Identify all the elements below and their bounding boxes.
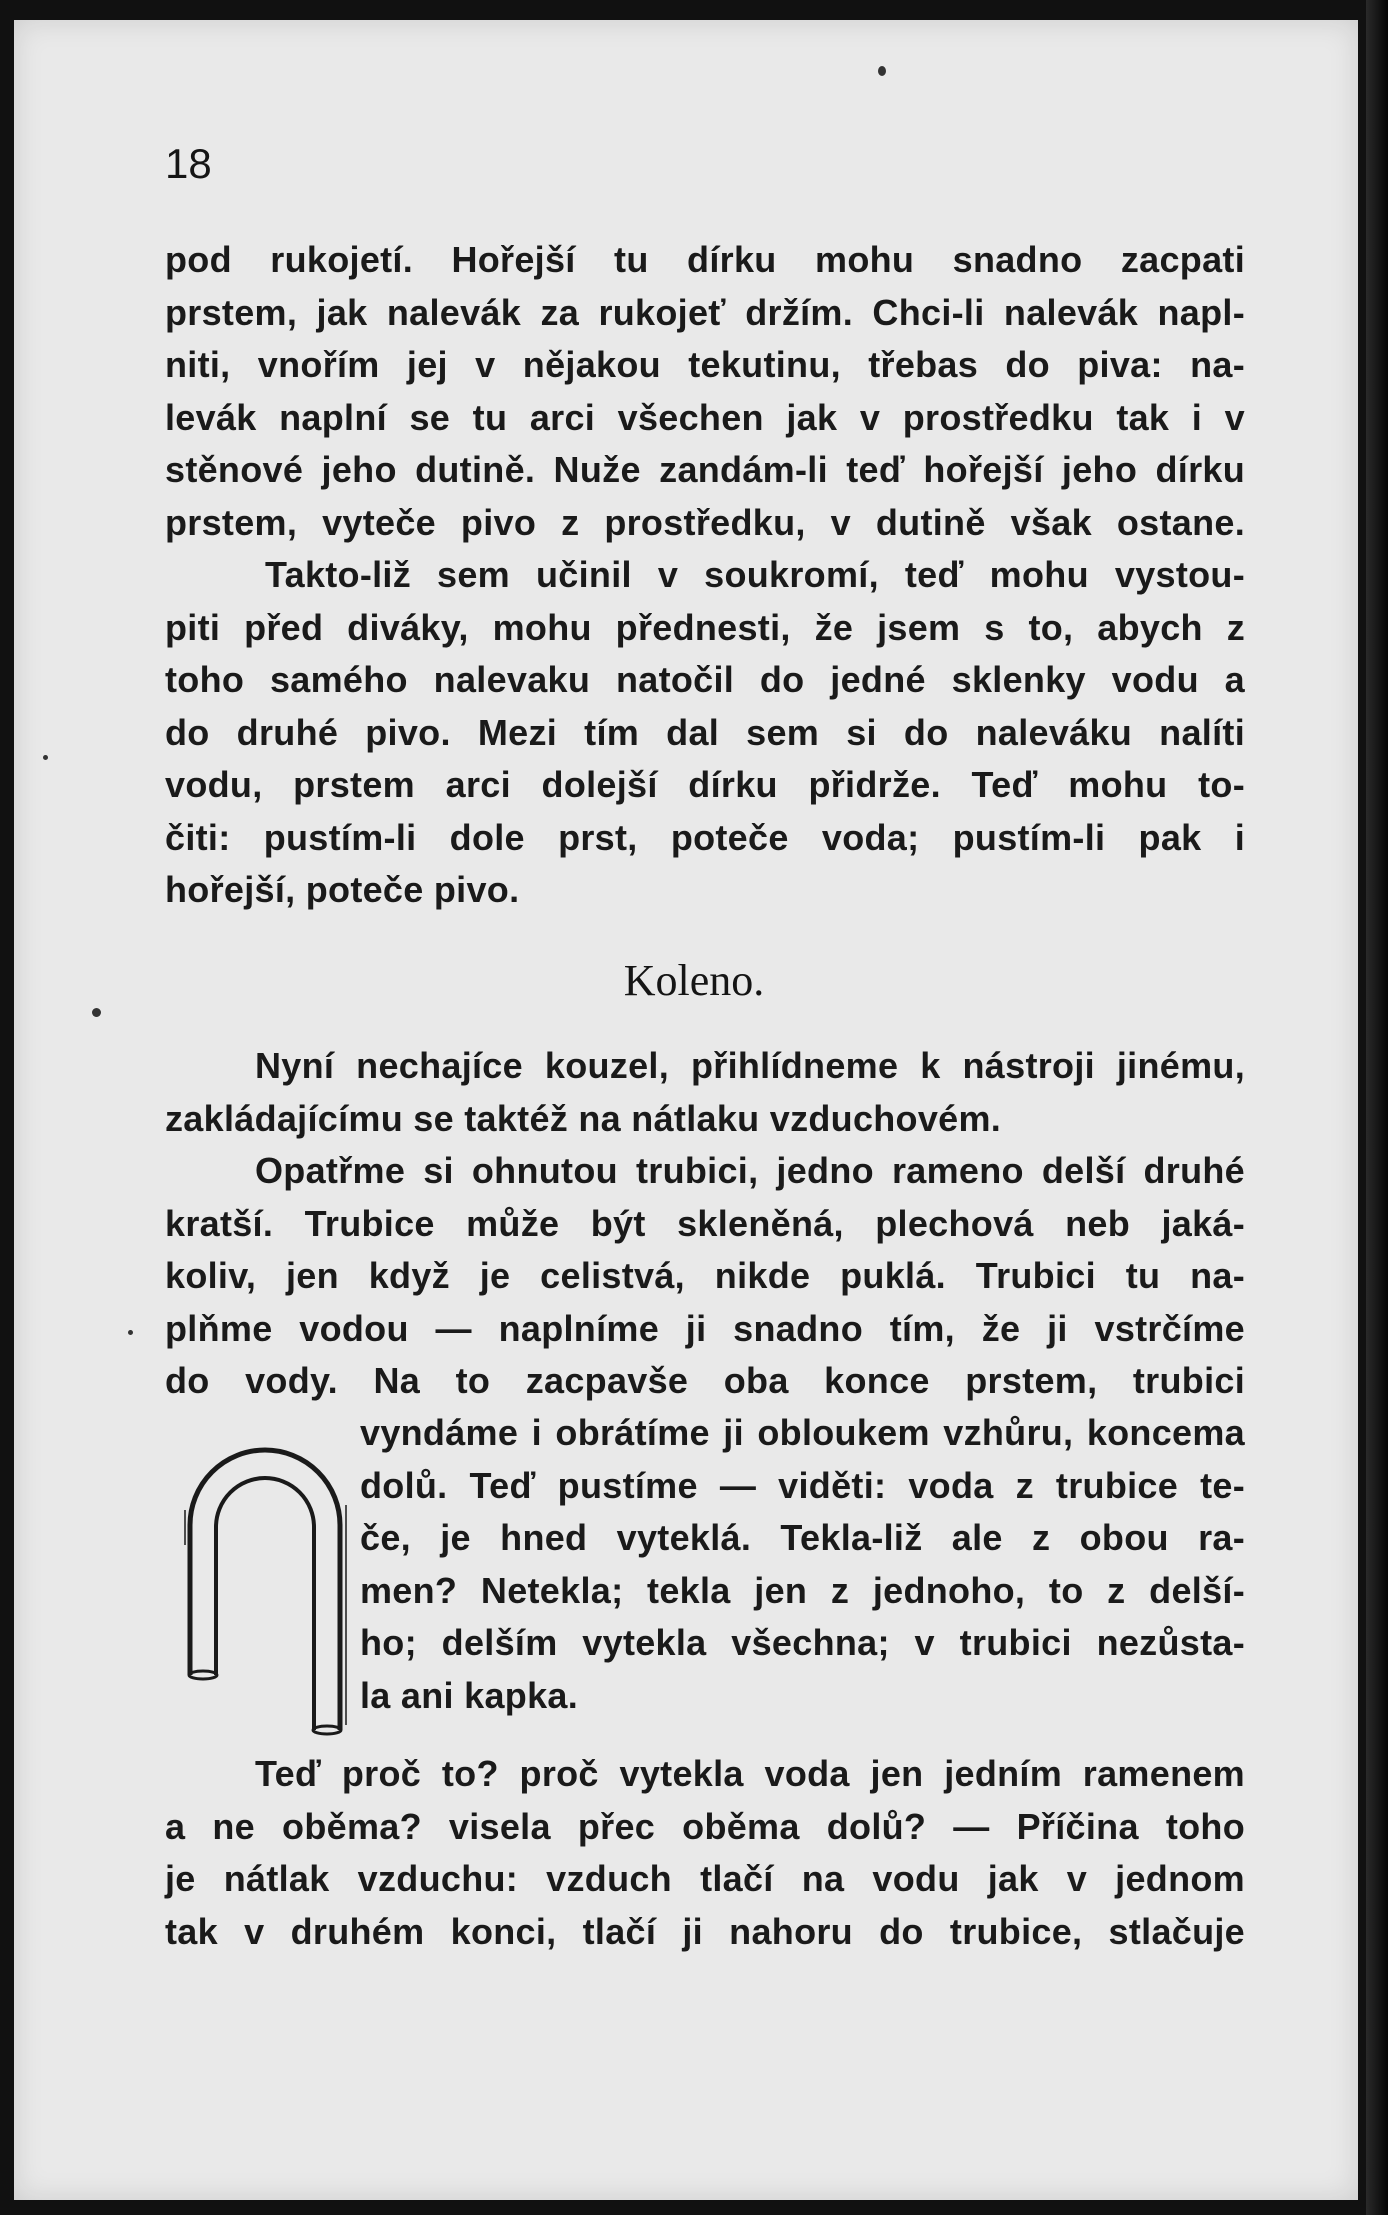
paragraph-3 [165, 1040, 1245, 1145]
paragraph-5 [165, 1748, 1245, 1958]
text-line: Teď proč to? proč vytekla voda jen jedním ramenem [255, 1753, 1245, 1794]
text-line: vyndáme i obrátíme ji obloukem vzhůru, koncema [360, 1412, 1245, 1453]
text-line: prstem, vyteče pivo z prostředku, v dutině však ostane. [165, 501, 1245, 543]
paragraph-4 [165, 1145, 1245, 1408]
text-line: Opatřme si ohnutou trubici, jedno rameno delší druhé [255, 1150, 1245, 1191]
ink-speck [128, 1330, 133, 1335]
text-line: piti před diváky, mohu přednesti, že jsem s to, abych z [165, 606, 1245, 648]
text-line: stěnové jeho dutině. Nuže zandám-li teď hořejší jeho dírku [165, 449, 1245, 490]
bent-tube-figure [178, 1425, 353, 1740]
text-line: Nyní nechajíce kouzel, přihlídneme k nástroji jinému, [255, 1045, 1245, 1086]
text-line: če, je hned vyteklá. Tekla-liž ale z obou ra- [360, 1517, 1245, 1558]
text-line: do druhé pivo. Mezi tím dal sem si do naleváku nalíti [165, 711, 1245, 753]
text-line: do vody. Na to zacpavše oba konce prstem, trubici [165, 1360, 1245, 1401]
text-line: toho samého nalevaku natočil do jedné sklenky vodu a [165, 659, 1245, 700]
text-line: tak v druhém konci, tlačí ji nahoru do trubice, stlačuje [165, 1910, 1245, 1952]
paragraph-2 [165, 549, 1245, 917]
page-number: 18 [165, 140, 212, 187]
text-line: kratší. Trubice může být skleněná, plechová neb jaká- [165, 1202, 1245, 1244]
text-line: la ani kapka. [360, 1674, 579, 1716]
text-line: hořejší, poteče pivo. [165, 869, 520, 910]
ink-speck [43, 755, 48, 760]
ink-speck [92, 1008, 101, 1017]
text-line: Takto-liž sem učinil v soukromí, teď mohu vystou- [265, 554, 1245, 595]
page-edge-shadow [1366, 0, 1388, 2215]
text-line: je nátlak vzduchu: vzduch tlačí na vodu jak v jednom [165, 1858, 1245, 1899]
text-line: ho; delším vytekla všechna; v trubici nezůsta- [360, 1622, 1245, 1663]
paragraph-1 [165, 234, 1245, 549]
text-line: vodu, prstem arci dolejší dírku přidrže. Teď mohu to- [165, 764, 1245, 805]
text-line: pod rukojetí. Hořejší tu dírku mohu snadno zacpati [165, 239, 1245, 280]
text-line: zakládajícímu se taktéž na nátlaku vzduchovém. [165, 1097, 1002, 1139]
paragraph-4-wrapped [360, 1407, 1245, 1722]
text-line: men? Netekla; tekla jen z jednoho, to z delší- [360, 1569, 1245, 1611]
text-line: dolů. Teď pustíme — viděti: voda z trubice te- [360, 1464, 1245, 1506]
text-line: čiti: pustím-li dole prst, poteče voda; pustím-li pak i [165, 816, 1245, 858]
ink-speck [878, 66, 886, 76]
text-line: prstem, jak nalevák za rukojeť držím. Chci-li nalevák napl- [165, 291, 1245, 333]
section-heading: Koleno. [623, 956, 765, 1005]
text-line: plňme vodou — naplníme ji snadno tím, že ji vstrčíme [165, 1307, 1245, 1349]
text-line: a ne oběma? visela přec oběma dolů? — Příčina toho [165, 1805, 1245, 1847]
text-line: niti, vnořím jej v nějakou tekutinu, třebas do piva: na- [165, 344, 1245, 385]
text-line: koliv, jen když je celistvá, nikde puklá. Trubici tu na- [165, 1255, 1245, 1296]
text-line: levák naplní se tu arci všechen jak v prostředku tak i v [165, 396, 1245, 438]
